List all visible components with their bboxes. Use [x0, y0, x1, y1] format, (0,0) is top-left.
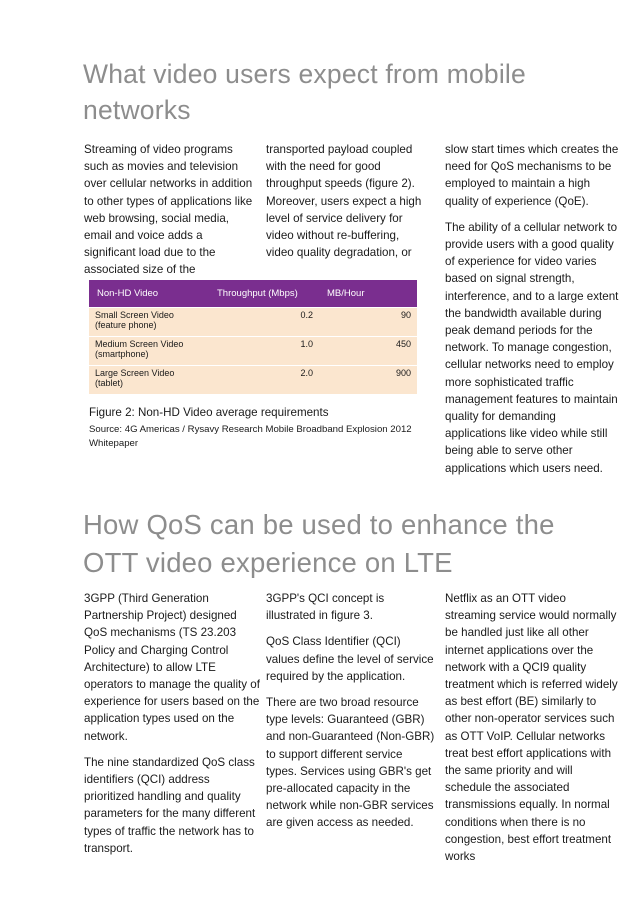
section1-column-2: [266, 141, 428, 270]
section-heading-video-expectations: [83, 56, 526, 128]
section1-column-1: [84, 141, 254, 288]
mb-hour-cell: 450: [319, 337, 417, 366]
table-row: [89, 337, 417, 366]
section2-column-3: [445, 590, 620, 874]
section2-column-2: [266, 590, 436, 841]
paragraph: 3GPP's QCI concept is illustrated in figure 3.: [266, 592, 385, 623]
heading-line: OTT video experience on LTE: [83, 547, 453, 578]
paragraph: 3GPP (Third Generation Partnership Project) designed QoS mechanisms (TS 23.203 Policy and Charging Control Architecture) to allow LTE operators to manage the quality of experience for users based on the application types used on the network.: [84, 592, 260, 743]
column-header: Non-HD Video: [89, 280, 209, 308]
paragraph: slow start times which creates the need for QoS mechanisms to be employed to maintain a high quality of experience (QoE).: [445, 143, 619, 208]
column-header: MB/Hour: [319, 280, 417, 308]
table-row: [89, 308, 417, 337]
row-label: Large Screen Video (tablet): [89, 366, 209, 395]
paragraph: QoS Class Identifier (QCI) values define the level of service required by the application.: [266, 635, 434, 683]
paragraph: There are two broad resource type levels: Guaranteed (GBR) and non-Guaranteed (Non-GBR) to support different service types. Services using GBR's get pre-allocated capacity in the network while non-GBR services are given access as needed.: [266, 696, 435, 830]
paragraph: Streaming of video programs such as movies and television over cellular networks in addition to other types of applications like web browsing, social media, email and voice adds a significant load due to the associated size of the: [84, 143, 253, 277]
throughput-cell: 2.0: [209, 366, 319, 395]
paragraph: Netflix as an OTT video streaming service would normally be handled just like all other internet applications over the network with a QCI9 quality treatment which is referred widely as best effort (BE) similarly to other non-operator services such as OTT VoIP. Cellular networks treat best effort applications with the same priority and will schedule the associated transmissions equally. In normal conditions when there is no congestion, best effort treatment works: [445, 592, 618, 864]
paragraph: The ability of a cellular network to provide users with a good quality of experience for video varies based on signal strength, interference, and to a large extent the bandwidth available during peak demand periods for the network. To manage congestion, cellular networks need to employ more sophisticated traffic management features to maintain quality for demanding applications like video while still being able to serve other applications which users need.: [445, 220, 619, 475]
mb-hour-cell: 90: [319, 308, 417, 337]
heading-line: How QoS can be used to enhance the: [83, 509, 555, 540]
row-label: Small Screen Video (feature phone): [89, 308, 209, 337]
paragraph: transported payload coupled with the need for good throughput speeds (figure 2). Moreover, users expect a high level of service delivery for video without re-buffering, video quality degradation, or: [266, 143, 422, 260]
heading-line: What video users expect from mobile: [83, 59, 526, 89]
throughput-cell: 0.2: [209, 308, 319, 337]
caption-title: Figure 2: Non-HD Video average requirements: [89, 406, 329, 419]
figure-caption: [89, 405, 439, 451]
table-row: [89, 366, 417, 395]
column-header: Throughput (Mbps): [209, 280, 319, 308]
section2-column-1: [84, 590, 260, 866]
section-heading-qos: [83, 506, 555, 582]
throughput-cell: 1.0: [209, 337, 319, 366]
heading-line: networks: [83, 95, 191, 125]
mb-hour-cell: 900: [319, 366, 417, 395]
row-label: Medium Screen Video (smartphone): [89, 337, 209, 366]
caption-source: Source: 4G Americas / Rysavy Research Mobile Broadband Explosion 2012 Whitepaper: [89, 424, 412, 449]
section1-column-3: [445, 141, 620, 486]
video-requirements-table: [89, 280, 417, 394]
table-header-row: [89, 280, 417, 308]
paragraph: The nine standardized QoS class identifiers (QCI) address prioritized handling and quality parameters for the many different types of traffic the network has to transport.: [84, 755, 256, 855]
